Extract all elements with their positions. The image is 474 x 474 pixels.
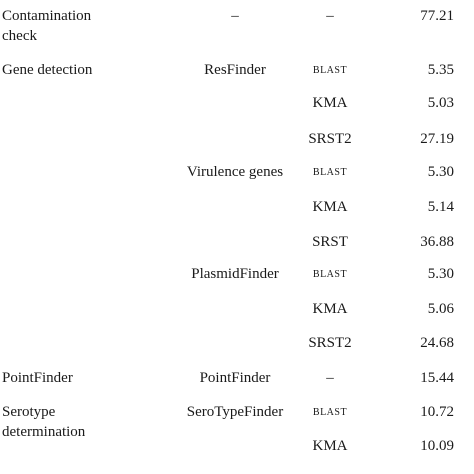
category-cell: Serotype determination xyxy=(2,404,86,440)
time-cell: 5.14 xyxy=(427,199,454,215)
time-cell: 27.19 xyxy=(420,131,454,147)
method-cell: blast xyxy=(312,62,348,77)
time-cell: 24.68 xyxy=(420,335,454,351)
method-cell: SRST2 xyxy=(308,335,352,351)
method-cell: KMA xyxy=(312,301,348,317)
category-cell: Gene detection xyxy=(2,62,93,78)
method-cell: blast xyxy=(312,404,348,419)
method-cell: SRST xyxy=(312,234,348,250)
time-cell: 5.03 xyxy=(427,95,454,111)
category-cell: Contamination check xyxy=(2,8,92,44)
method-cell: KMA xyxy=(312,438,348,454)
category-cell: PointFinder xyxy=(2,370,73,386)
method-cell: SRST2 xyxy=(308,131,352,147)
tool-cell: PlasmidFinder xyxy=(191,266,279,282)
time-cell: 5.35 xyxy=(427,62,454,78)
method-cell: blast xyxy=(312,164,348,179)
time-cell: 77.21 xyxy=(420,8,454,24)
time-cell: 5.06 xyxy=(427,301,454,317)
method-cell: blast xyxy=(312,266,348,281)
method-cell: – xyxy=(326,370,334,386)
time-cell: 5.30 xyxy=(427,164,454,180)
tool-cell: – xyxy=(231,8,239,24)
time-cell: 10.72 xyxy=(420,404,454,420)
method-cell: – xyxy=(326,8,334,24)
method-cell: KMA xyxy=(312,95,348,111)
time-cell: 15.44 xyxy=(420,370,454,386)
time-cell: 5.30 xyxy=(427,266,454,282)
time-cell: 36.88 xyxy=(420,234,454,250)
tool-cell: ResFinder xyxy=(204,62,266,78)
tool-cell: PointFinder xyxy=(199,370,271,386)
method-cell: KMA xyxy=(312,199,348,215)
time-cell: 10.09 xyxy=(420,438,454,454)
tool-cell: SeroTypeFinder xyxy=(186,404,284,420)
tool-cell: Virulence genes xyxy=(186,164,284,180)
